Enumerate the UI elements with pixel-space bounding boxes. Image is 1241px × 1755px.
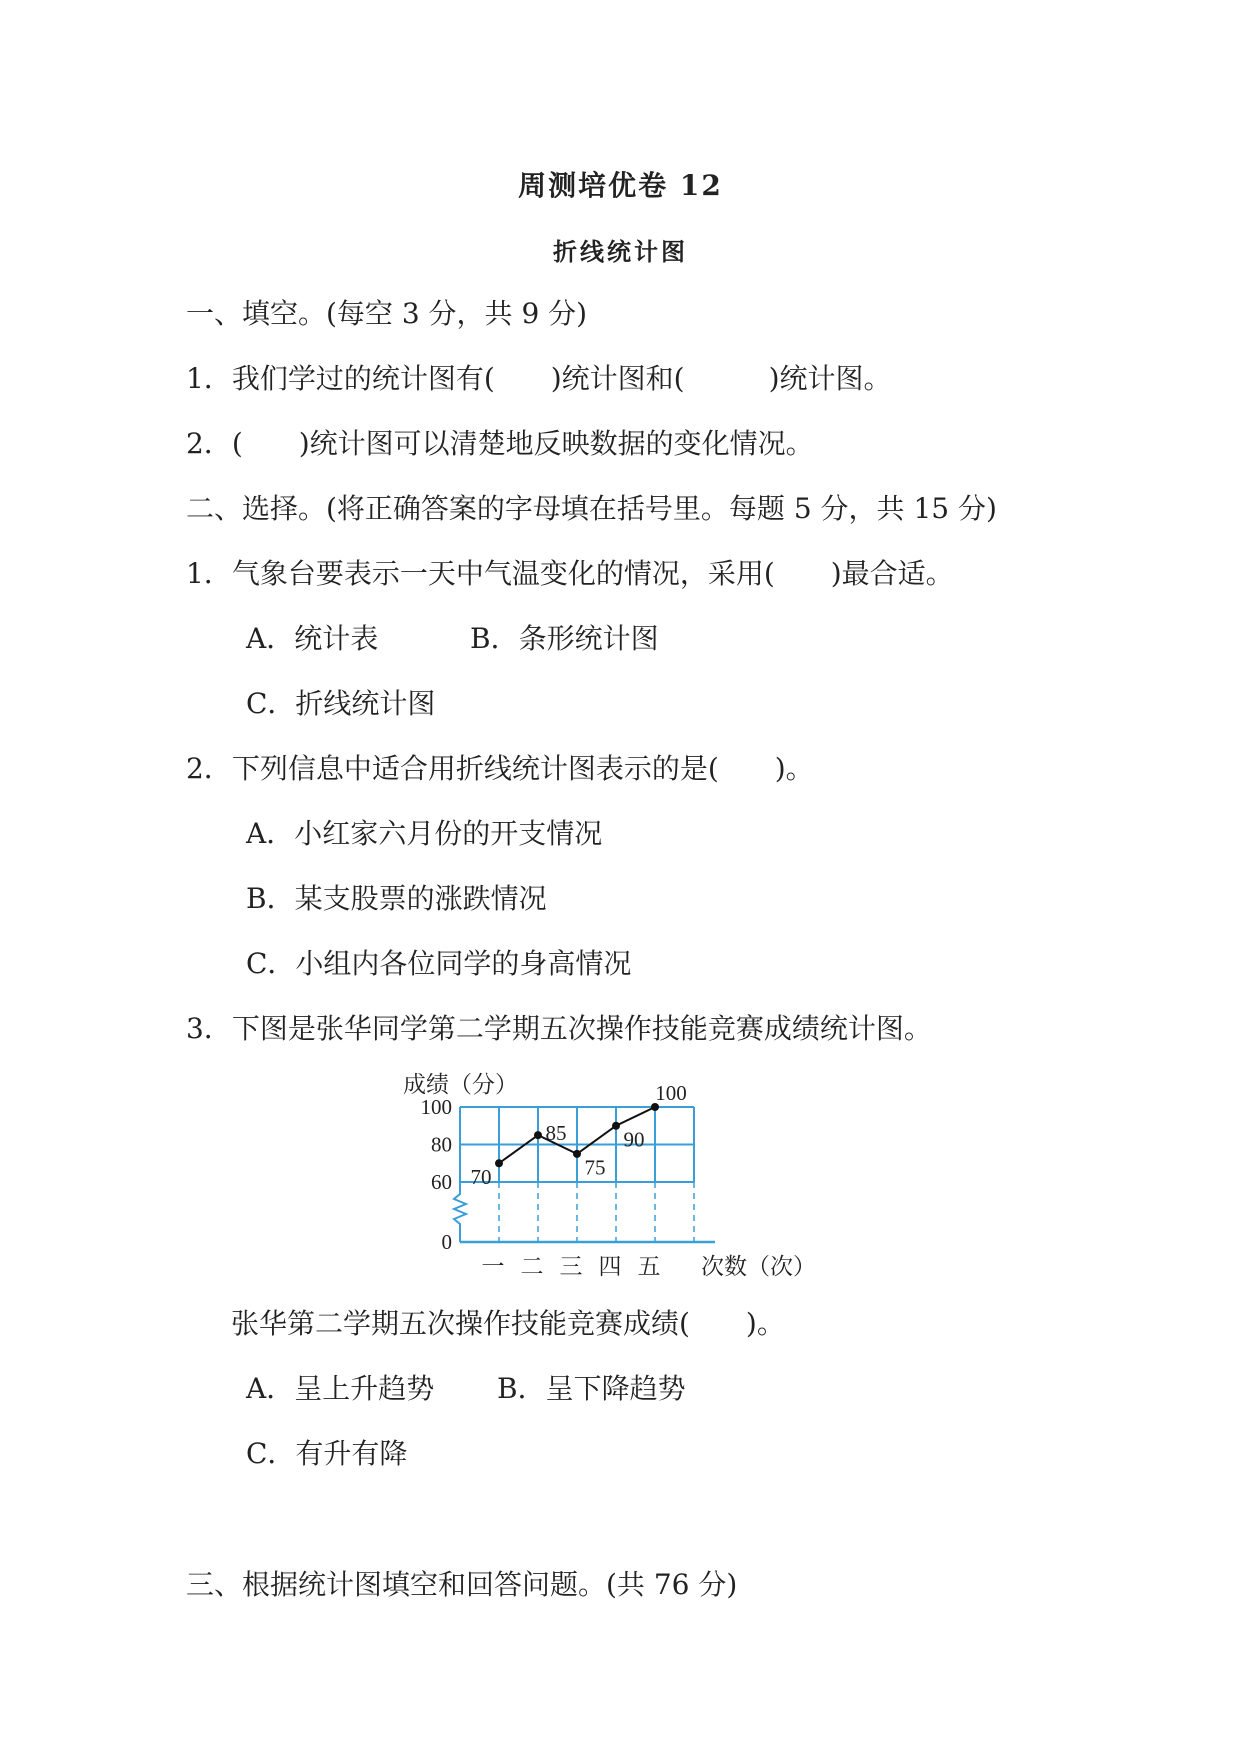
section2-q2-option-b: B．某支股票的涨跌情况 xyxy=(246,882,547,915)
x-tick-label: 一 xyxy=(481,1254,505,1279)
y-tick-labels xyxy=(421,1095,453,1254)
section2-q3-option-a: A．呈上升趋势 xyxy=(246,1372,435,1405)
x-tick-label: 四 xyxy=(598,1254,622,1279)
section2-question-2: 2．下列信息中适合用折线统计图表示的是( )。 xyxy=(186,752,814,785)
x-tick-label: 二 xyxy=(520,1254,544,1279)
data-point xyxy=(573,1150,581,1158)
x-tick-label: 五 xyxy=(637,1254,661,1279)
page-title: 周测培优卷 12 xyxy=(518,169,723,202)
y-tick-label: 80 xyxy=(431,1132,452,1157)
y-tick-label: 60 xyxy=(431,1170,452,1194)
x-tick-labels xyxy=(482,1254,661,1279)
data-label: 70 xyxy=(470,1165,492,1190)
page-subtitle: 折线统计图 xyxy=(553,237,688,266)
data-point xyxy=(534,1131,542,1139)
data-point xyxy=(495,1159,503,1167)
section1-question-1: 1．我们学过的统计图有( )统计图和( )统计图。 xyxy=(186,362,892,395)
section2-q1-option-b: B．条形统计图 xyxy=(470,622,659,655)
chart-axes xyxy=(454,1182,715,1242)
data-label: 75 xyxy=(584,1155,606,1180)
chart-grid xyxy=(460,1107,694,1242)
y-axis-title: 成绩（分） xyxy=(403,1072,518,1097)
section2-question-1: 1．气象台要表示一天中气温变化的情况，采用( )最合适。 xyxy=(186,557,954,590)
y-tick-label: 100 xyxy=(420,1095,452,1119)
section2-q3-question: 张华第二学期五次操作技能竞赛成绩( )。 xyxy=(231,1307,785,1340)
section1-heading: 一、填空。(每空 3 分，共 9 分) xyxy=(186,297,588,330)
section2-q2-option-c: C．小组内各位同学的身高情况 xyxy=(246,947,632,980)
data-label: 100 xyxy=(655,1080,687,1105)
y-tick-label: 0 xyxy=(441,1230,452,1254)
section3-heading: 三、根据统计图填空和回答问题。(共 76 分) xyxy=(186,1568,738,1601)
data-label: 85 xyxy=(545,1120,567,1145)
x-axis-title: 次数（次） xyxy=(701,1254,816,1279)
section2-q3-option-b: B．呈下降趋势 xyxy=(497,1372,686,1405)
section2-q3-option-c: C．有升有降 xyxy=(246,1437,408,1470)
section2-q1-option-c: C．折线统计图 xyxy=(246,687,436,720)
section2-q2-option-a: A．小红家六月份的开支情况 xyxy=(246,817,603,850)
data-point xyxy=(612,1122,620,1130)
section2-question-3: 3．下图是张华同学第二学期五次操作技能竞赛成绩统计图。 xyxy=(186,1012,932,1045)
data-label: 90 xyxy=(623,1127,645,1152)
section2-heading: 二、选择。(将正确答案的字母填在括号里。每题 5 分，共 15 分) xyxy=(186,492,997,525)
axis-break-zigzag xyxy=(454,1182,466,1242)
score-line-chart xyxy=(395,1062,835,1287)
section2-q1-option-a: A．统计表 xyxy=(246,622,379,655)
x-tick-label: 三 xyxy=(559,1254,583,1279)
section1-question-2: 2．( )统计图可以清楚地反映数据的变化情况。 xyxy=(186,427,814,460)
